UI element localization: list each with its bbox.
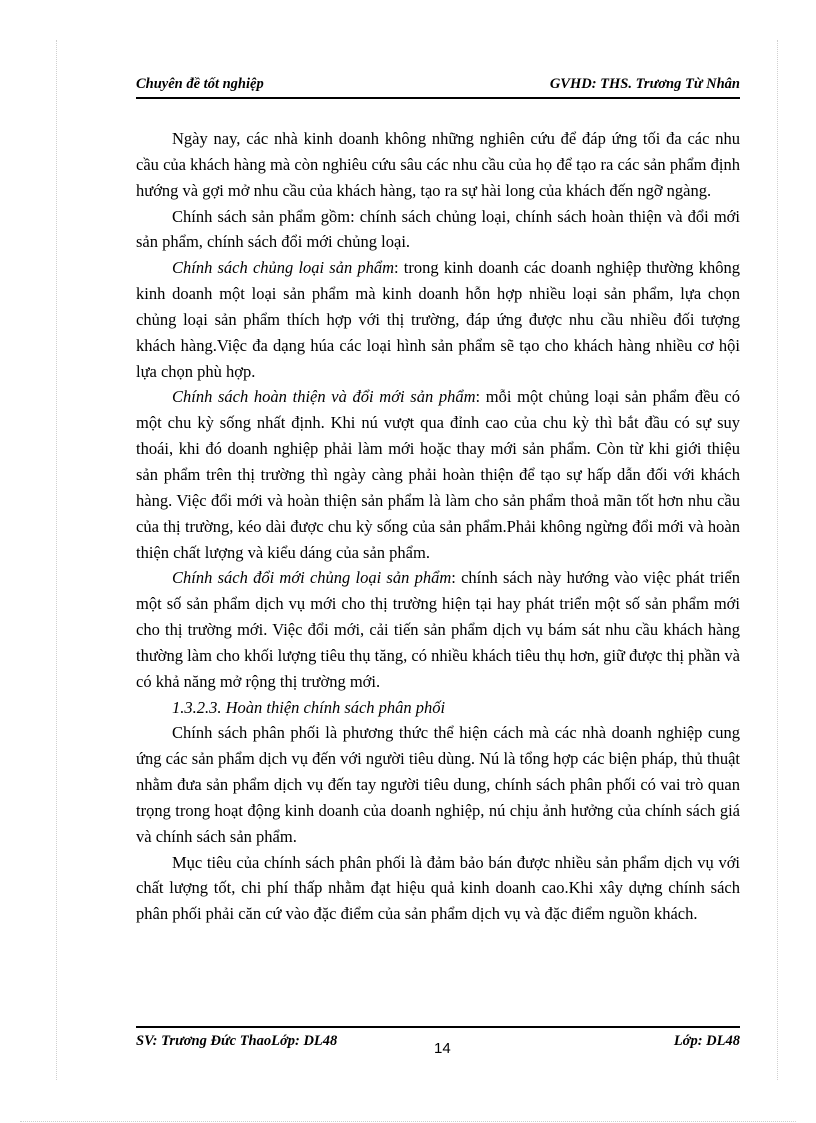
header-rule <box>136 97 740 99</box>
page-bottom-edge <box>20 1121 796 1122</box>
paragraph-renewal-policy <box>136 565 740 694</box>
page-number: 14 <box>434 1040 451 1057</box>
improvement-policy-title: Chính sách hoàn thiện và đổi mới sản phẩm <box>172 387 476 407</box>
section-heading: 1.3.2.3. Hoàn thiện chính sách phân phối <box>172 697 446 717</box>
renewal-policy-title: Chính sách đổi mới chủng loại sản phẩm <box>172 568 452 588</box>
paragraph-distribution-definition: Chính sách phân phối là phương thức thể hiện cách mà các nhà doanh nghiệp cung ứng các sản phẩm dịch vụ đến với người tiêu dùng. Nú là tổng hợp các biện pháp, thủ thuật nhằm đưa sản phẩm dịch vụ đến tay người tiêu dung, chính sách phân phối có vai trò quan trọng trong hoạt động kinh doanh của doanh nghiệp, nú chịu ảnh hưởng của chính sách giá và chính sách sản phẩm. <box>136 723 740 846</box>
footer-class: Lớp: DL48 <box>673 1033 740 1049</box>
paragraph-category-policy <box>136 255 740 384</box>
paragraph-distribution-goal: Mục tiêu của chính sách phân phối là đảm bảo bán được nhiều sản phẩm dịch vụ với chất lượng tốt, chi phí thấp nhằm đạt hiệu quả kinh doanh cao.Khi xây dựng chính sách phân phối phải căn cứ vào đặc điểm của sản phẩm dịch vụ và đặc điểm nguồn khách. <box>136 852 740 924</box>
paragraph-intro: Ngày nay, các nhà kinh doanh không những nghiên cứu để đáp ứng tối đa các nhu cầu của khách hàng mà còn nghiêu cứu sâu các nhu cầu của họ để tạo ra các sản phẩm định hướng và gợi mở nhu cầu của khách hàng, tạo ra sự hài long của khách đến ngỡ ngàng. <box>136 129 740 200</box>
page-header <box>136 76 740 98</box>
footer-rule <box>136 1026 740 1028</box>
header-left-title: Chuyên đề tốt nghiệp <box>136 76 264 92</box>
paragraph-improvement-policy <box>136 384 740 565</box>
header-right-supervisor: GVHD: THS. Trương Từ Nhân <box>549 76 740 92</box>
footer-student: SV: Trương Đức ThaoLớp: DL48 <box>136 1033 338 1049</box>
renewal-policy-text: : chính sách này hướng vào việc phát triển một số sản phẩm dịch vụ mới cho thị trường hiện tại hay phát triển một số sản phẩm mới cho thị trường mới. Việc đổi mới, cải tiến sản phẩm dịch vụ bám sát nhu cầu khách hàng thường làm cho khối lượng tiêu thụ tăng, có nhiều khách tiêu thụ hơn, giữ được thị phần và có khả năng mở rộng thị trường mới. <box>136 568 740 691</box>
category-policy-title: Chính sách chủng loại sản phẩm <box>172 258 395 278</box>
document-body <box>136 126 740 927</box>
category-policy-text: : trong kinh doanh các doanh nghiệp thường không kinh doanh một loại sản phẩm mà kinh doanh hỗn hợp nhiều loại sản phẩm, lựa chọn chủng loại sản phẩm thích hợp với thị trường, đáp ứng được nhu cầu nhiều đối tượng khách hàng.Việc đa dạng húa các loại hình sản phẩm sẽ tạo cho khách hàng nhiều cơ hội lựa chọn phù hợp. <box>136 258 740 381</box>
paragraph-product-policy: Chính sách sản phẩm gồm: chính sách chủng loại, chính sách hoàn thiện và đổi mới sản phẩm, chính sách đổi mới chủng loại. <box>136 206 740 252</box>
improvement-policy-text: : mỗi một chủng loại sản phẩm đều có một chu kỳ sống nhất định. Khi nú vượt qua đỉnh cao của chu kỳ thì bắt đầu có sự suy thoái, khi đó doanh nghiệp phải làm mới hoặc thay mới sản phẩm. Còn từ khi giới thiệu sản phẩm trên thị trường thì ngày càng phải hoàn thiện để tạo sự hấp dẫn đối với khách hàng. Việc đổi mới và hoàn thiện sản phẩm là làm cho sản phẩm thoả mãn tốt hơn nhu cầu của thị trường, kéo dài được chu kỳ sống của sản phẩm.Phải không ngừng đổi mới và hoàn thiện chất lượng và kiểu dáng của sản phẩm. <box>136 387 740 562</box>
